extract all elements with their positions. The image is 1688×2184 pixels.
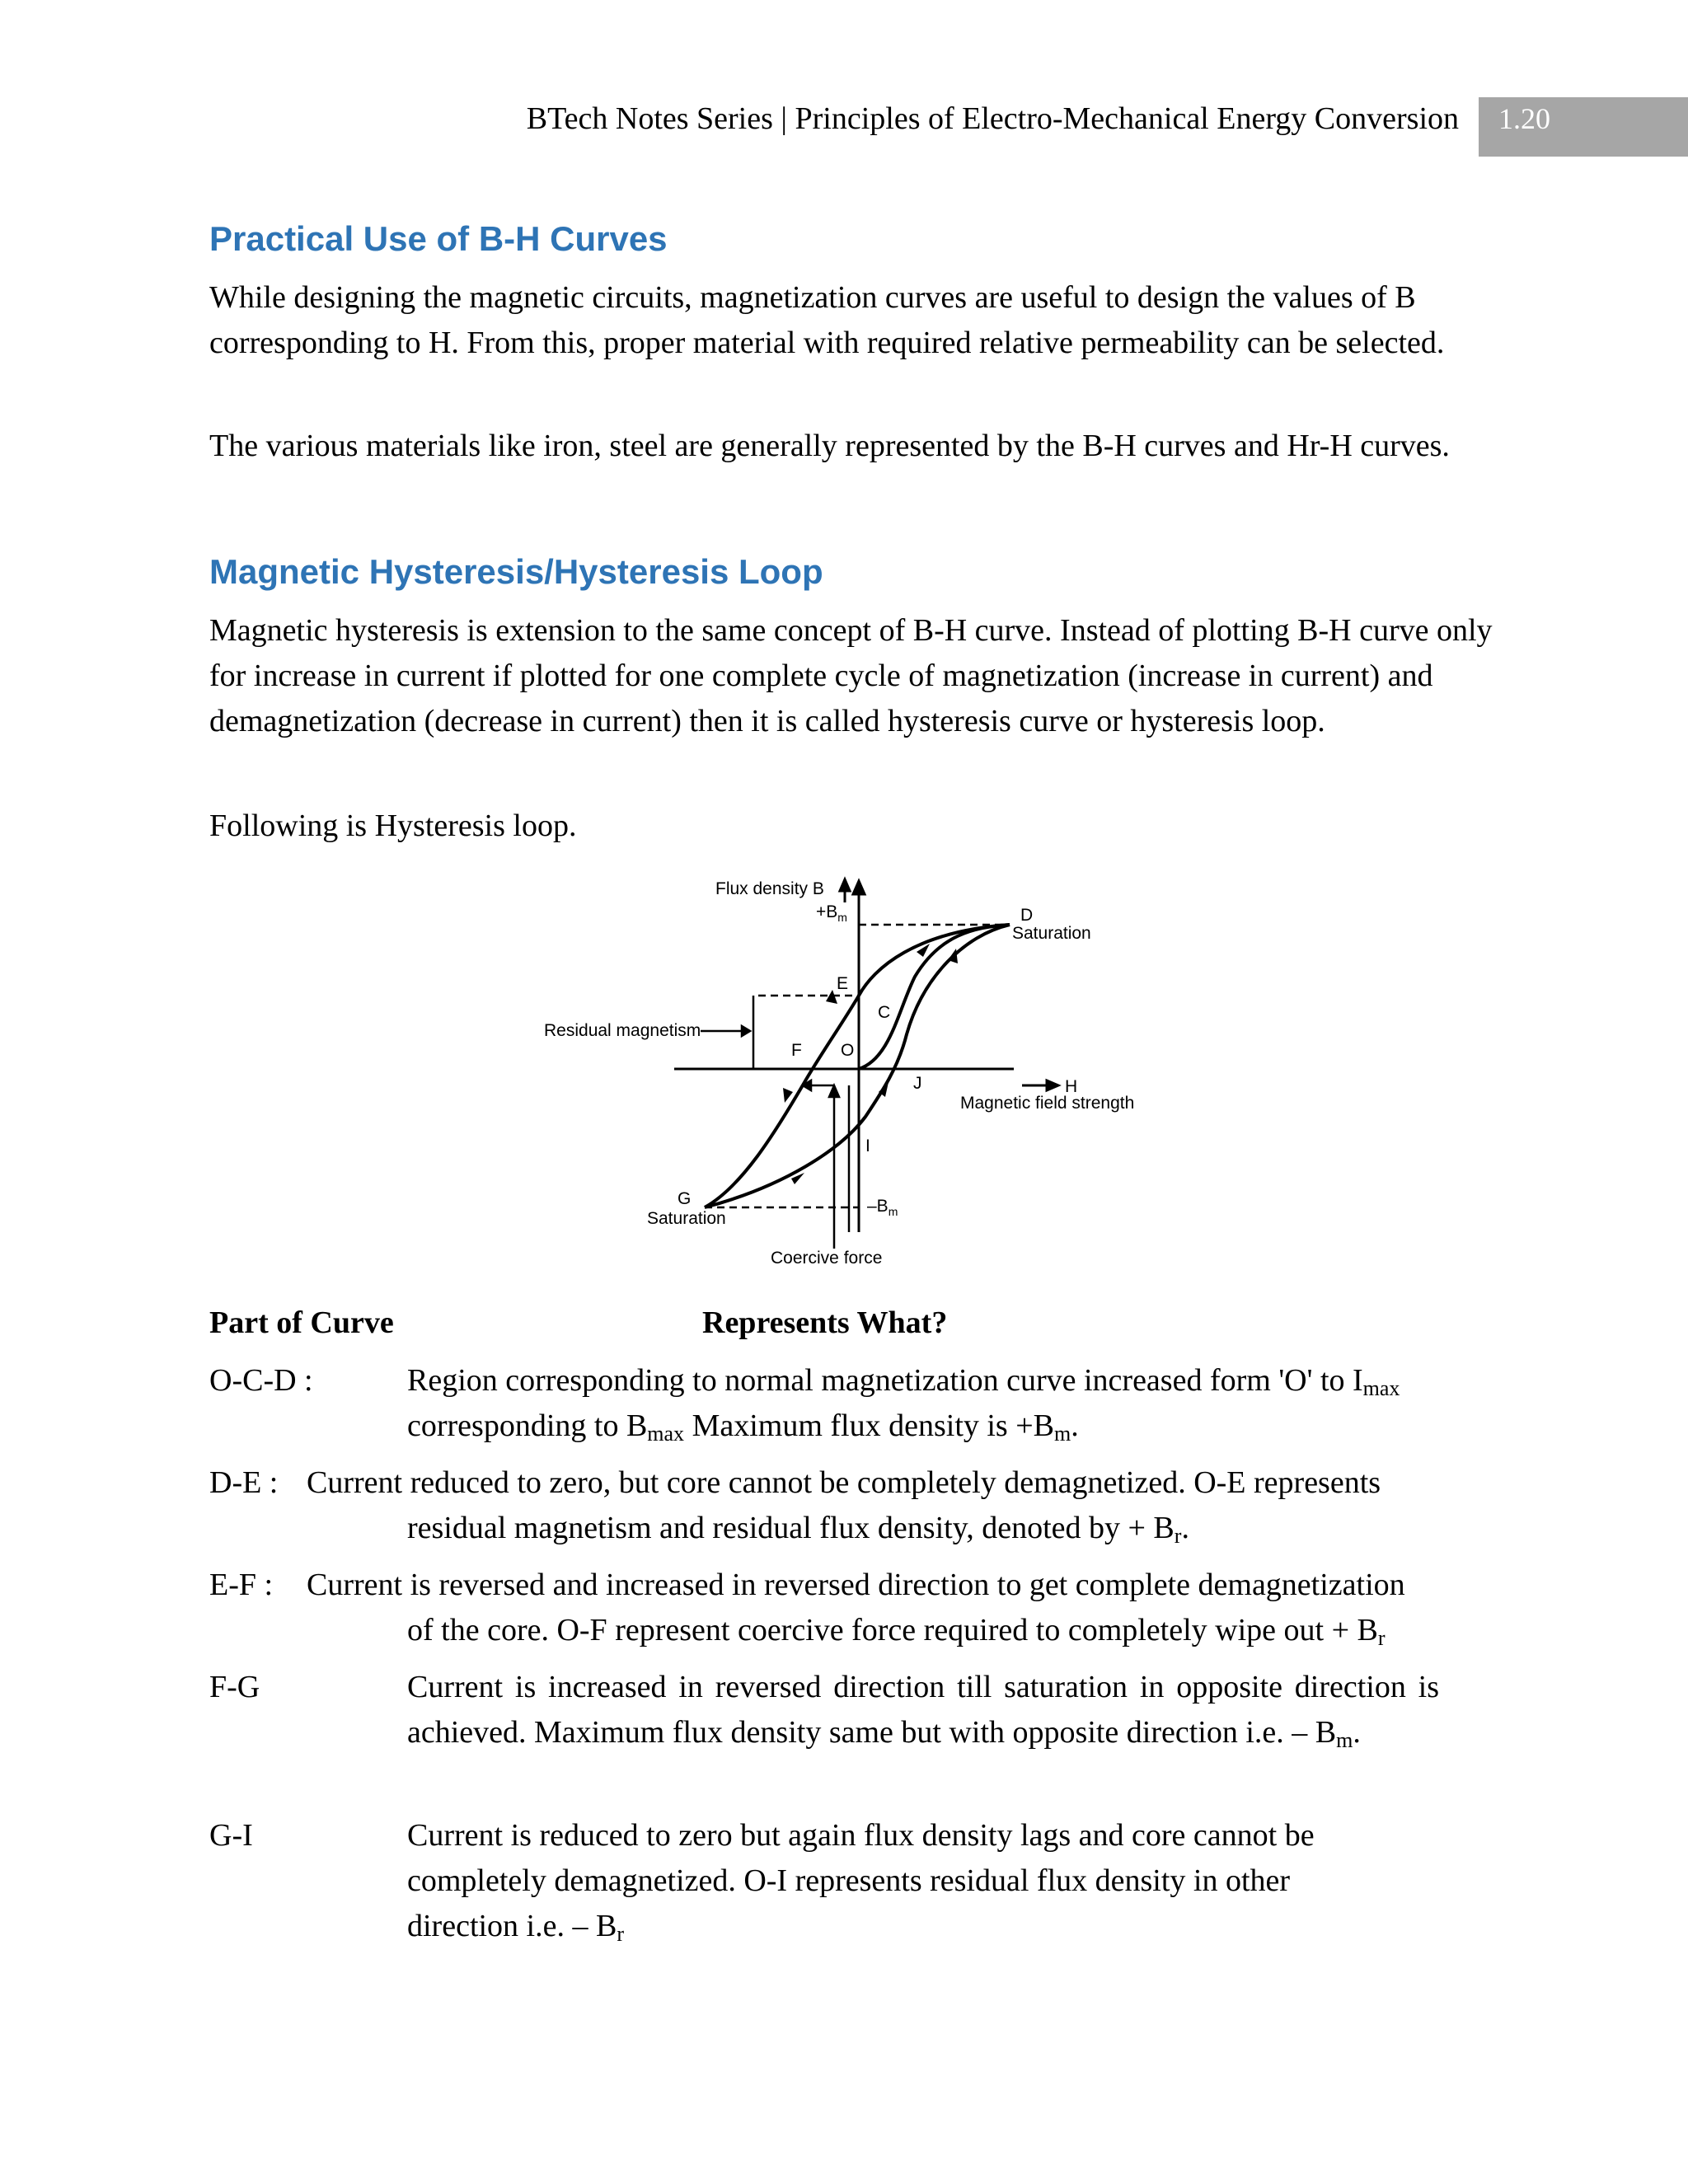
label-bm-pos-sub: m	[837, 911, 847, 924]
label-saturation-g: Saturation	[647, 1209, 726, 1228]
b-axis-arrow	[853, 881, 865, 894]
label-magnetic-field-strength: Magnetic field strength	[960, 1094, 1135, 1113]
row-label: D-E :	[209, 1465, 279, 1500]
label-d: D	[1020, 906, 1034, 925]
row-label: G-I	[209, 1818, 253, 1853]
row-description: Current is reversed and increased in reversed direction to get complete demagnetization of the core. O-F represent coercive force required to completely wipe out + $B_r$	[307, 1568, 1405, 1650]
row-description: Region corresponding to normal magnetization curve increased form 'O' to $I_{max}$ corresponding to $B_{max}$ Maximum flux density is $+B_m$.	[407, 1363, 1400, 1446]
paragraph: While designing the magnetic circuits, magnetization curves are useful to design the values of B corresponding to H. From this, proper material with required relative permeability can be selected.	[209, 280, 1445, 360]
label-c: C	[878, 1003, 891, 1022]
row-label: F-G	[209, 1670, 260, 1704]
row-label: E-F :	[209, 1568, 274, 1602]
label-bm-pos: +B	[816, 902, 838, 921]
row-description: Current is reduced to zero but again flux density lags and core cannot be completely demagnetized. O-I represents residual flux density in other direction i.e. – $B_r$	[407, 1818, 1315, 1946]
label-f: F	[791, 1041, 802, 1060]
label-coercive-force: Coercive force	[771, 1249, 883, 1268]
label-residual-magnetism: Residual magnetism	[544, 1021, 701, 1040]
label-e: E	[837, 974, 849, 993]
initial-curve	[859, 925, 1010, 1069]
label-saturation-d: Saturation	[1012, 924, 1091, 943]
running-header: BTech Notes Series | Principles of Electro-Mechanical Energy Conversion	[526, 101, 1459, 136]
row-description: Current reduced to zero, but core cannot be completely demagnetized. O-E represents residual magnetism and residual flux density, denoted by + $B_r$.	[307, 1465, 1381, 1548]
label-i: I	[865, 1137, 870, 1155]
svg-text:+Bm	[816, 902, 847, 924]
label-o: O	[841, 1041, 855, 1060]
section-heading-hysteresis: Magnetic Hysteresis/Hysteresis Loop	[209, 552, 823, 591]
row-label: O-C-D :	[209, 1363, 313, 1398]
label-g: G	[678, 1189, 692, 1208]
svg-text:–Bm	[867, 1197, 898, 1218]
paragraph: Following is Hysteresis loop.	[209, 808, 577, 843]
label-bm-neg: –B	[867, 1197, 889, 1216]
table-header-part: Part of Curve	[209, 1305, 394, 1340]
page-number-badge: 1.20	[1479, 97, 1688, 157]
paragraph: Magnetic hysteresis is extension to the same concept of B-H curve. Instead of plotting B-H curve only for increase in current if plotted for one complete cycle of magnetization (increase in current) and demagnetization (decrease in current) then it is called hysteresis curve or hysteresis loop.	[209, 613, 1493, 738]
label-flux-density: Flux density B	[715, 879, 824, 898]
row-description: Current is increased in reversed direction till saturation in opposite direction is achieved. Maximum flux density same but with opposite direction i.e. – $B_m$.	[407, 1670, 1439, 1752]
upper-branch	[705, 925, 1010, 1207]
section-heading-bh-curves: Practical Use of B-H Curves	[209, 219, 668, 258]
paragraph: The various materials like iron, steel are generally represented by the B-H curves and Hr-H curves.	[209, 429, 1450, 463]
table-header-represents: Represents What?	[702, 1305, 948, 1340]
label-j: J	[913, 1074, 922, 1093]
label-h: H	[1065, 1077, 1078, 1096]
hysteresis-loop-diagram	[536, 869, 1162, 1290]
label-bm-neg-sub: m	[888, 1205, 898, 1218]
